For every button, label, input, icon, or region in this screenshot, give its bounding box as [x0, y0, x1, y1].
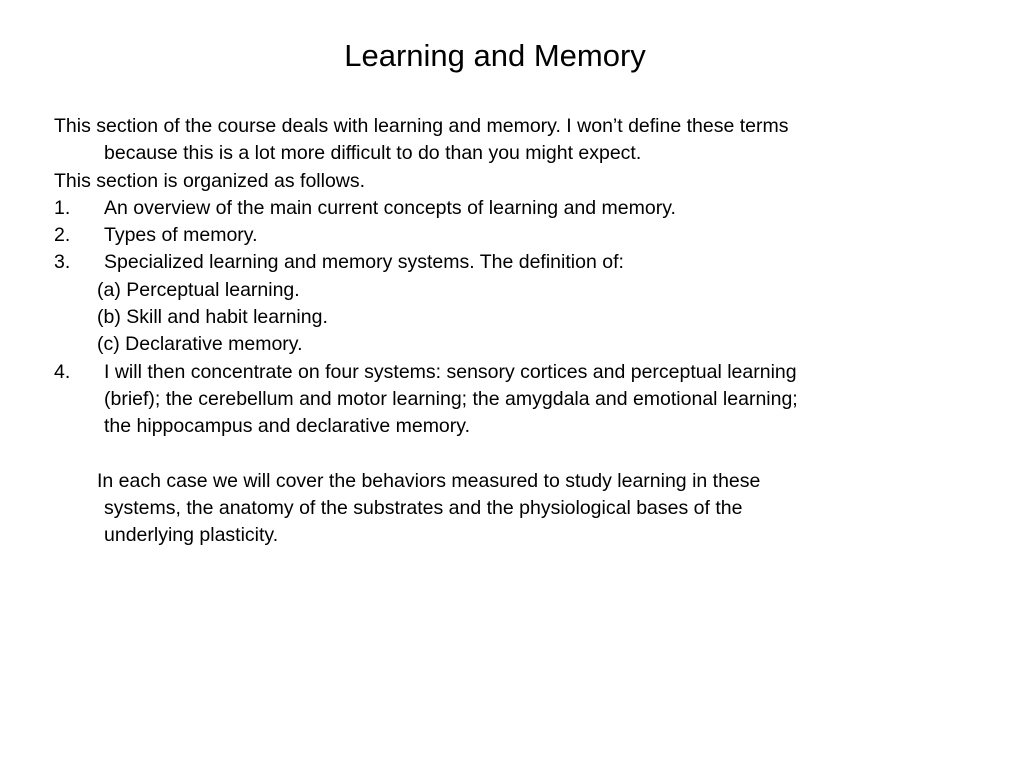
list-item-4-continuation: the hippocampus and declarative memory.	[104, 415, 470, 438]
list-item-text: An overview of the main current concepts of learning and memory.	[104, 196, 676, 219]
slide-title: Learning and Memory	[344, 38, 646, 73]
list-item-1	[54, 195, 954, 222]
closing-line-1: In each case we will cover the behaviors measured to study learning in these	[97, 469, 761, 492]
list-item-text: Types of memory.	[104, 224, 258, 247]
list-item-4	[54, 359, 954, 386]
list-item-number: 3.	[54, 251, 71, 274]
sub-item-c: (c) Declarative memory.	[97, 333, 303, 356]
list-item-2	[54, 222, 954, 249]
organized-line: This section is organized as follows.	[54, 169, 366, 192]
list-item-number: 2.	[54, 224, 71, 247]
closing-line-3: underlying plasticity.	[104, 524, 279, 547]
list-item-number: 4.	[54, 360, 71, 383]
list-item-4-continuation: (brief); the cerebellum and motor learning; the amygdala and emotional learning;	[104, 387, 798, 410]
closing-line-2: systems, the anatomy of the substrates and the physiological bases of the	[104, 497, 743, 520]
list-item-3	[54, 249, 954, 276]
list-item-text: I will then concentrate on four systems: sensory cortices and perceptual learning	[104, 360, 797, 383]
intro-line-2: because this is a lot more difficult to do than you might expect.	[104, 142, 642, 165]
sub-item-a: (a) Perceptual learning.	[97, 278, 300, 301]
list-item-text: Specialized learning and memory systems. The definition of:	[104, 251, 624, 274]
list-item-number: 1.	[54, 196, 71, 219]
slide-body	[54, 113, 954, 550]
intro-line-1: This section of the course deals with learning and memory. I won’t define these terms	[54, 115, 789, 137]
spacer	[54, 441, 954, 468]
sub-item-b: (b) Skill and habit learning.	[97, 306, 328, 329]
